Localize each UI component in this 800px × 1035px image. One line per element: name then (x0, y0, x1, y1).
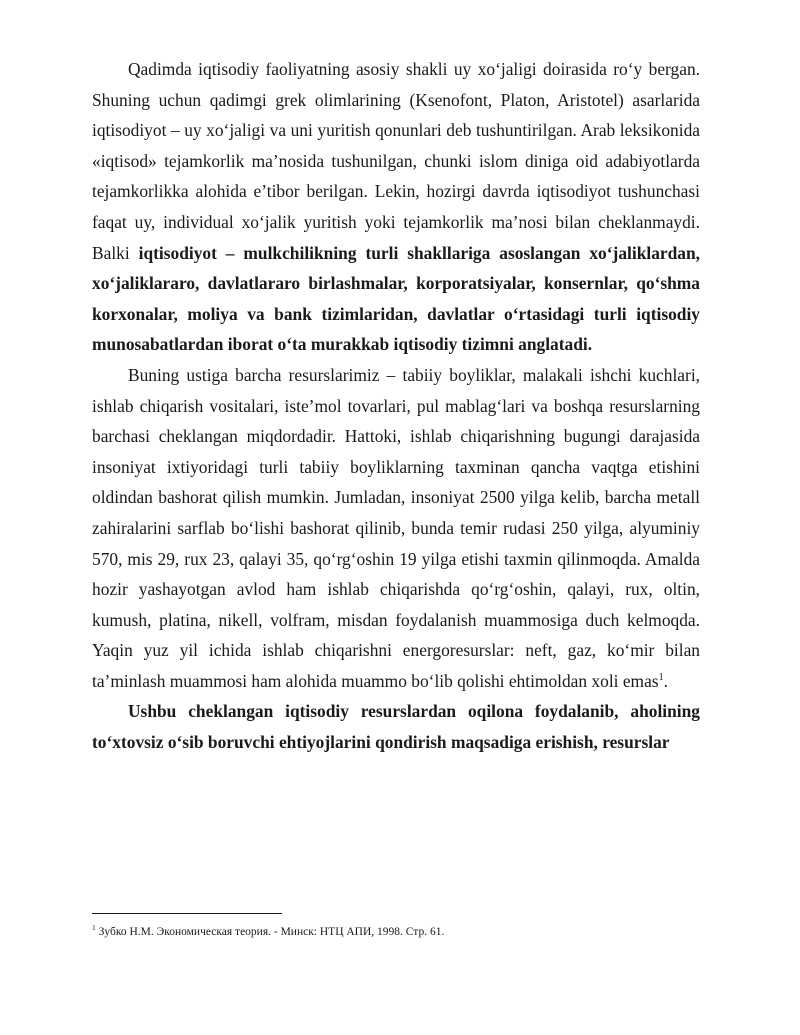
footnote-separator (92, 913, 282, 914)
footnote (92, 925, 700, 939)
paragraph-1-text: Qadimda iqtisodiy faoliyatning asosiy shakli uy xo‘jaligi doirasida ro‘y bergan. Shuning uchun qadimgi grek olimlarining (Ksenofont, Platon, Aristotel) asarlarida iqtisodiyot – uy xo‘jaligi va uni yuritish qonunlari deb tushuntirilgan. Arab leksikonida «iqtisod» tejamkorlik ma’nosida tushunilgan, chunki islom diniga oid adabiyotlarda tejamkorlikka alohida e’tibor berilgan. Lekin, hozirgi davrda iqtisodiyot tushunchasi faqat uy, individual xo‘jalik yuritish yoki tejamkorlik ma’nosi bilan cheklanmaydi. Balki (92, 59, 700, 263)
footnote-marker: 1 (92, 923, 96, 933)
paragraph-3-bold: Ushbu cheklangan iqtisodiy resurslardan oqilona foydalanib, aholining to‘xtovsiz o‘sib boruvchi ehtiyojlarini qondirish maqsadiga erishish, resurslar (92, 701, 700, 753)
document-body (92, 54, 700, 758)
paragraph-3 (92, 696, 700, 757)
footnote-text: Зубко Н.М. Экономическая теория. - Минск: НТЦ АПИ, 1998. Стр. 61. (95, 926, 445, 938)
paragraph-1 (92, 54, 700, 360)
paragraph-1-bold: iqtisodiyot – mulkchilikning turli shakllariga asoslangan xo‘jaliklardan, xo‘jaliklararo, davlatlararo birlashmalar, korporatsiyalar, konsernlar, qo‘shma korxonalar, moliya va bank tizimlaridan, davlatlar o‘rtasidagi turli iqtisodiy munosabatlardan iborat o‘ta murakkab iqtisodiy tizimni anglatadi. (92, 242, 700, 355)
footnote-reference[interactable]: 1 (658, 672, 664, 684)
paragraph-2 (92, 360, 700, 697)
paragraph-2-end: . (663, 670, 668, 691)
paragraph-2-text: Buning ustiga barcha resurslarimiz – tabiiy boyliklar, malakali ishchi kuchlari, ishlab chiqarish vositalari, iste’mol tovarlari, pul mablag‘lari va boshqa resurslarning barchasi cheklangan miqdordadir. Hattoki, ishlab chiqarishning bugungi darajasida insoniyat ixtiyoridagi turli tabiiy boyliklarning taxminan qancha vaqtga etishini oldindan bashorat qilish mumkin. Jumladan, insoniyat 2500 yilga kelib, barcha metall zahiralarini sarflab bo‘lishi bashorat qilinib, bunda temir rudasi 250 yilga, alyuminiy 570, mis 29, rux 23, qalayi 35, qo‘rg‘oshin 19 yilga etishi taxmin qilinmoqda. Amalda hozir yashayotgan avlod ham ishlab chiqarishda qo‘rg‘oshin, qalayi, rux, oltin, kumush, platina, nikell, volfram, misdan foydalanish muammosiga duch kelmoqda. Yaqin yuz yil ichida ishlab chiqarishni energoresurslar: neft, gaz, ko‘mir bilan ta’minlash muammosi ham alohida muammo bo‘lib qolishi ehtimoldan xoli emas (92, 364, 700, 691)
